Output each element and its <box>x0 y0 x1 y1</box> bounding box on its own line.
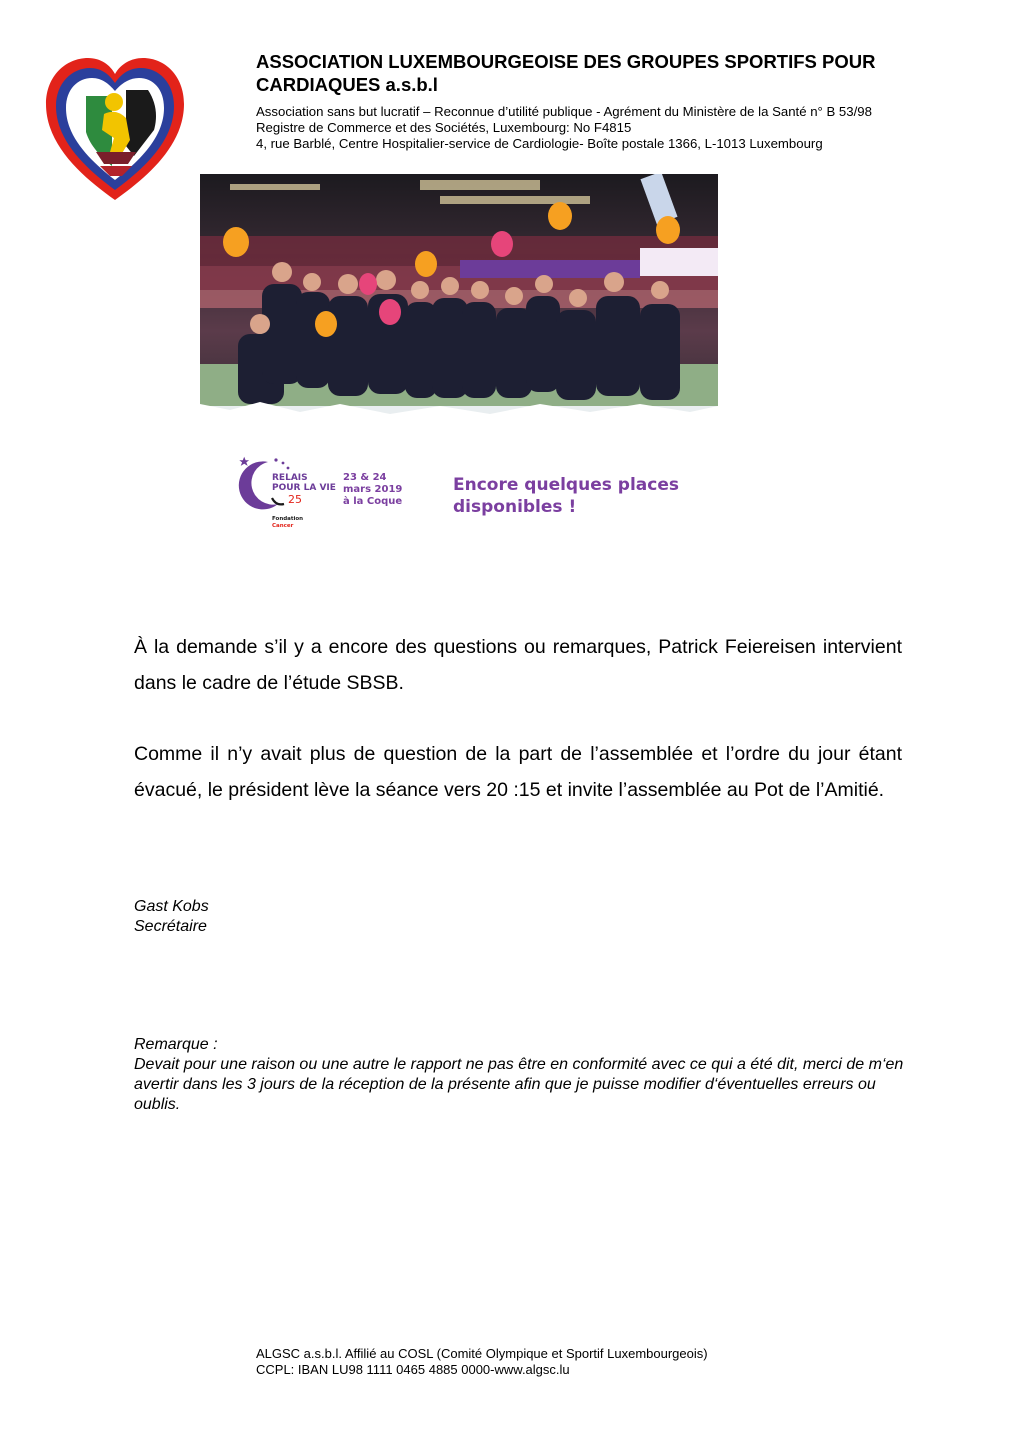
registry-line: Registre de Commerce et des Sociétés, Luxembourg: No F4815 <box>256 120 632 135</box>
promo-line-1: Encore quelques places <box>453 475 679 495</box>
relais-pour-la-vie-logo <box>238 452 338 532</box>
body-paragraph-questions: À la demande s’il y a encore des questions ou remarques, Patrick Feiereisen intervient dans le cadre de l’étude SBSB. <box>134 636 902 694</box>
address-line: 4, rue Barblé, Centre Hospitalier-service de Cardiologie- Boîte postale 1366, L-1013 Luxembourg <box>256 136 823 151</box>
body-paragraph-closing: Comme il n’y avait plus de question de la part de l’assemblée et l’ordre du jour étant évacué, le président lève la séance vers 20 :15 et invite l’assemblée au Pot de l’Amitié. <box>134 743 902 801</box>
remark-heading: Remarque : <box>134 1036 218 1053</box>
relais-dates-line-3: à la Coque <box>343 496 403 507</box>
organization-title: ASSOCIATION LUXEMBOURGEOISE DES GROUPES SPORTIFS POUR CARDIAQUES a.s.b.l <box>256 51 876 95</box>
footer-affiliation: ALGSC a.s.b.l. Affilié au COSL (Comité Olympique et Sportif Luxembourgeois) <box>256 1346 708 1361</box>
signature-role: Secrétaire <box>134 918 207 935</box>
remark-block <box>134 1035 904 1115</box>
relais-name-line-2: POUR LA VIE <box>272 483 336 493</box>
relais-dates-line-1: 23 & 24 <box>343 472 387 483</box>
relais-dates-line-2: mars 2019 <box>343 484 403 495</box>
footer-bank-details: CCPL: IBAN LU98 1111 0465 4885 0000-www.algsc.lu <box>256 1362 570 1377</box>
relais-dates <box>343 472 402 508</box>
promo-line-2: disponibles ! <box>453 497 577 517</box>
foundation-line-1: Fondation <box>272 516 304 522</box>
signature-name: Gast Kobs <box>134 898 209 915</box>
relais-promo-text <box>453 474 679 518</box>
relais-team-photo <box>200 174 718 436</box>
signature-block <box>134 897 209 937</box>
legal-status-line: Association sans but lucratif – Reconnue d’utilité publique - Agrément du Ministère de la Santé n° B 53/98 <box>256 104 872 119</box>
association-heart-logo <box>44 56 186 202</box>
relais-number: 25 <box>288 493 302 506</box>
foundation-line-2: Cancer <box>272 523 294 529</box>
relais-name-line-1: RELAIS <box>272 473 308 483</box>
remark-text: Devait pour une raison ou une autre le rapport ne pas être en conformité avec ce qui a été dit, merci de m‘en avertir dans les 3 jours de la réception de la présente afin que je puisse modifier d‘éventuelles erreurs ou oublis. <box>134 1056 904 1113</box>
